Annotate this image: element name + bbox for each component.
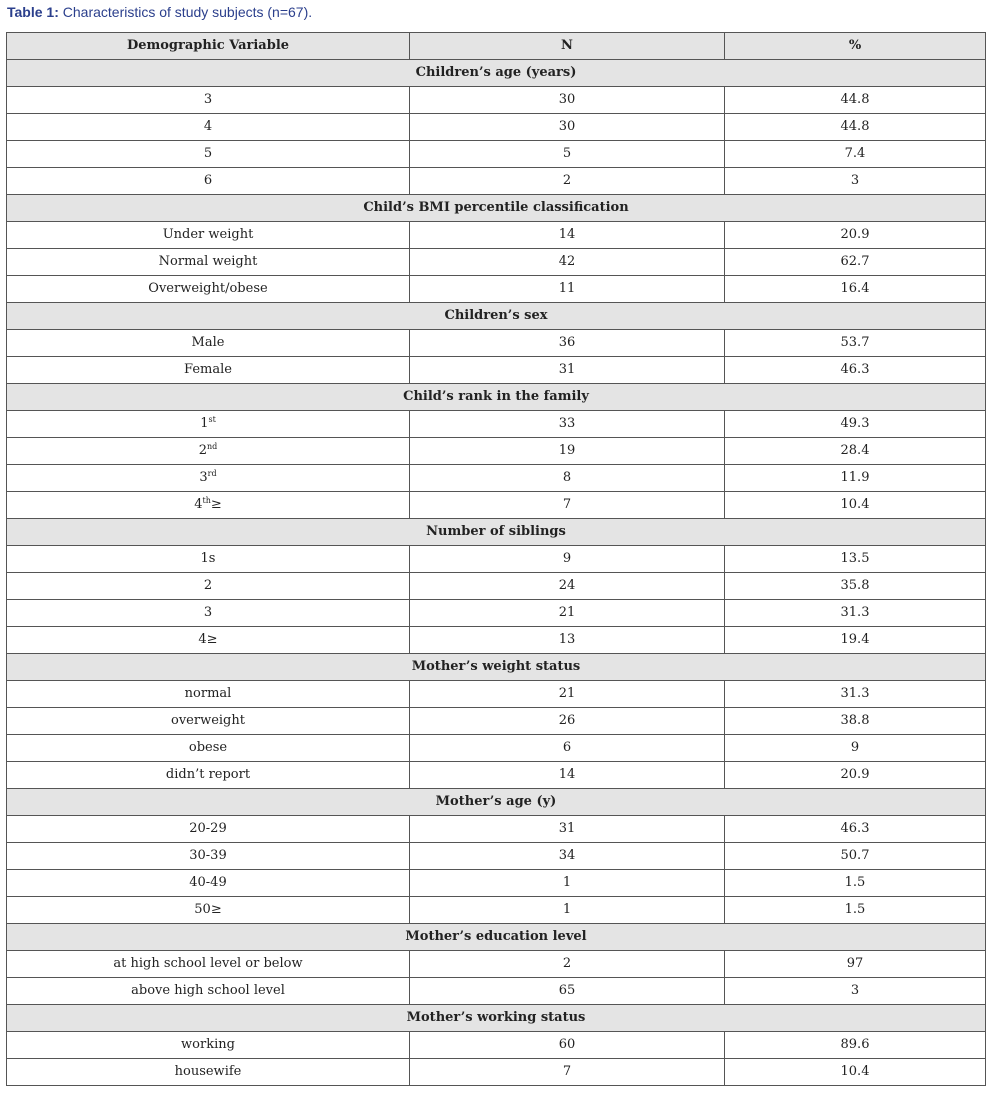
variable-label: working xyxy=(181,1037,235,1052)
variable-cell xyxy=(7,411,410,438)
variable-cell xyxy=(7,1032,410,1059)
n-cell: 30 xyxy=(410,87,725,114)
n-cell: 21 xyxy=(410,681,725,708)
section-title: Mother’s working status xyxy=(7,1005,986,1032)
n-cell: 1 xyxy=(410,897,725,924)
table-row xyxy=(7,546,986,573)
n-cell: 42 xyxy=(410,249,725,276)
variable-cell xyxy=(7,735,410,762)
section-row xyxy=(7,384,986,411)
n-cell: 65 xyxy=(410,978,725,1005)
percent-cell: 16.4 xyxy=(725,276,986,303)
variable-label: housewife xyxy=(174,1064,242,1079)
variable-cell xyxy=(7,627,410,654)
header-n: N xyxy=(410,33,725,60)
variable-label: 2 xyxy=(198,443,207,458)
variable-cell xyxy=(7,600,410,627)
section-title: Mother’s weight status xyxy=(7,654,986,681)
table-row xyxy=(7,843,986,870)
variable-label: 4≥ xyxy=(198,632,218,647)
n-cell: 26 xyxy=(410,708,725,735)
n-cell: 5 xyxy=(410,141,725,168)
percent-cell: 49.3 xyxy=(725,411,986,438)
n-cell: 13 xyxy=(410,627,725,654)
variable-label: 1 xyxy=(200,416,209,431)
n-cell: 34 xyxy=(410,843,725,870)
table-header xyxy=(7,33,986,60)
variable-label: overweight xyxy=(171,713,245,728)
variable-cell xyxy=(7,357,410,384)
variable-cell xyxy=(7,681,410,708)
variable-label: Female xyxy=(184,362,232,377)
table-row xyxy=(7,438,986,465)
variable-label: 6 xyxy=(203,173,213,188)
section-row xyxy=(7,60,986,87)
percent-cell: 9 xyxy=(725,735,986,762)
variable-label: 4 xyxy=(203,119,213,134)
n-cell: 2 xyxy=(410,951,725,978)
table-row xyxy=(7,249,986,276)
percent-cell: 7.4 xyxy=(725,141,986,168)
variable-cell xyxy=(7,168,410,195)
n-cell: 33 xyxy=(410,411,725,438)
variable-cell xyxy=(7,249,410,276)
percent-cell: 35.8 xyxy=(725,573,986,600)
variable-label: normal xyxy=(184,686,232,701)
section-row xyxy=(7,519,986,546)
table-row xyxy=(7,978,986,1005)
percent-cell: 89.6 xyxy=(725,1032,986,1059)
variable-label: didn’t report xyxy=(165,767,251,782)
variable-cell xyxy=(7,276,410,303)
variable-cell xyxy=(7,870,410,897)
n-cell: 21 xyxy=(410,600,725,627)
variable-label: Normal weight xyxy=(158,254,258,269)
percent-cell: 10.4 xyxy=(725,1059,986,1086)
header-percent: % xyxy=(725,33,986,60)
percent-cell: 53.7 xyxy=(725,330,986,357)
percent-cell: 1.5 xyxy=(725,897,986,924)
variable-cell xyxy=(7,114,410,141)
section-row xyxy=(7,195,986,222)
table-row xyxy=(7,357,986,384)
percent-cell: 50.7 xyxy=(725,843,986,870)
table-row xyxy=(7,114,986,141)
percent-cell: 97 xyxy=(725,951,986,978)
variable-cell xyxy=(7,816,410,843)
n-cell: 8 xyxy=(410,465,725,492)
ordinal-suffix: nd xyxy=(207,442,218,451)
table-row xyxy=(7,465,986,492)
variable-cell xyxy=(7,978,410,1005)
section-row xyxy=(7,1005,986,1032)
table-row xyxy=(7,897,986,924)
n-cell: 1 xyxy=(410,870,725,897)
variable-cell xyxy=(7,1059,410,1086)
variable-label: obese xyxy=(188,740,228,755)
variable-cell xyxy=(7,546,410,573)
ordinal-suffix: rd xyxy=(207,469,217,478)
variable-cell xyxy=(7,708,410,735)
percent-cell: 19.4 xyxy=(725,627,986,654)
variable-cell xyxy=(7,222,410,249)
variable-label: 3 xyxy=(203,92,213,107)
table-row xyxy=(7,276,986,303)
percent-cell: 44.8 xyxy=(725,114,986,141)
section-title: Children’s sex xyxy=(7,303,986,330)
variable-label: Under weight xyxy=(162,227,254,242)
percent-cell: 31.3 xyxy=(725,600,986,627)
variable-cell xyxy=(7,762,410,789)
section-title: Children’s age (years) xyxy=(7,60,986,87)
header-demographic-variable: Demographic Variable xyxy=(7,33,410,60)
variable-cell xyxy=(7,492,410,519)
variable-label: 2 xyxy=(203,578,213,593)
header-row xyxy=(7,33,986,60)
table-row xyxy=(7,762,986,789)
table-row xyxy=(7,816,986,843)
variable-label: 1s xyxy=(200,551,216,566)
percent-cell: 3 xyxy=(725,978,986,1005)
n-cell: 30 xyxy=(410,114,725,141)
n-cell: 19 xyxy=(410,438,725,465)
table-row xyxy=(7,168,986,195)
variable-cell xyxy=(7,573,410,600)
table-row xyxy=(7,951,986,978)
table-row xyxy=(7,330,986,357)
n-cell: 24 xyxy=(410,573,725,600)
n-cell: 9 xyxy=(410,546,725,573)
n-cell: 31 xyxy=(410,816,725,843)
table-body xyxy=(7,60,986,1086)
n-cell: 7 xyxy=(410,1059,725,1086)
percent-cell: 10.4 xyxy=(725,492,986,519)
variable-label: above high school level xyxy=(131,983,285,998)
table-row xyxy=(7,1059,986,1086)
n-cell: 11 xyxy=(410,276,725,303)
variable-label: 3 xyxy=(199,470,208,485)
section-title: Number of siblings xyxy=(7,519,986,546)
n-cell: 60 xyxy=(410,1032,725,1059)
variable-cell xyxy=(7,843,410,870)
variable-label: 4 xyxy=(194,497,203,512)
section-title: Mother’s age (y) xyxy=(7,789,986,816)
variable-label: Male xyxy=(191,335,225,350)
table-caption xyxy=(7,4,312,20)
comparison-suffix: ≥ xyxy=(210,497,222,512)
variable-cell xyxy=(7,951,410,978)
n-cell: 2 xyxy=(410,168,725,195)
n-cell: 14 xyxy=(410,222,725,249)
variable-cell xyxy=(7,465,410,492)
section-row xyxy=(7,924,986,951)
section-title: Child’s BMI percentile classification xyxy=(7,195,986,222)
percent-cell: 20.9 xyxy=(725,762,986,789)
variable-label: 3 xyxy=(203,605,213,620)
n-cell: 36 xyxy=(410,330,725,357)
variable-cell xyxy=(7,330,410,357)
percent-cell: 20.9 xyxy=(725,222,986,249)
ordinal-suffix: th xyxy=(202,496,211,505)
section-title: Mother’s education level xyxy=(7,924,986,951)
variable-cell xyxy=(7,141,410,168)
variable-label: 5 xyxy=(203,146,213,161)
table-row xyxy=(7,735,986,762)
table-row xyxy=(7,708,986,735)
percent-cell: 62.7 xyxy=(725,249,986,276)
section-row xyxy=(7,654,986,681)
table-row xyxy=(7,627,986,654)
percent-cell: 1.5 xyxy=(725,870,986,897)
table-row xyxy=(7,600,986,627)
table-row xyxy=(7,141,986,168)
table-row xyxy=(7,411,986,438)
table-row xyxy=(7,1032,986,1059)
n-cell: 6 xyxy=(410,735,725,762)
percent-cell: 44.8 xyxy=(725,87,986,114)
section-row xyxy=(7,303,986,330)
table-row xyxy=(7,87,986,114)
variable-label: 50≥ xyxy=(194,902,222,917)
variable-cell xyxy=(7,897,410,924)
table-row xyxy=(7,222,986,249)
table-row xyxy=(7,573,986,600)
variable-label: 40-49 xyxy=(189,875,227,890)
n-cell: 14 xyxy=(410,762,725,789)
percent-cell: 31.3 xyxy=(725,681,986,708)
variable-cell xyxy=(7,87,410,114)
variable-label: 20-29 xyxy=(189,821,227,836)
percent-cell: 46.3 xyxy=(725,816,986,843)
percent-cell: 28.4 xyxy=(725,438,986,465)
caption-text: Characteristics of study subjects (n=67). xyxy=(58,4,313,20)
variable-label: Overweight/obese xyxy=(148,281,268,296)
table-row xyxy=(7,492,986,519)
section-row xyxy=(7,789,986,816)
percent-cell: 11.9 xyxy=(725,465,986,492)
characteristics-table xyxy=(6,32,986,1086)
n-cell: 7 xyxy=(410,492,725,519)
variable-label: at high school level or below xyxy=(113,956,303,971)
percent-cell: 13.5 xyxy=(725,546,986,573)
section-title: Child’s rank in the family xyxy=(7,384,986,411)
percent-cell: 38.8 xyxy=(725,708,986,735)
variable-cell xyxy=(7,438,410,465)
percent-cell: 3 xyxy=(725,168,986,195)
percent-cell: 46.3 xyxy=(725,357,986,384)
n-cell: 31 xyxy=(410,357,725,384)
variable-label: 30-39 xyxy=(189,848,227,863)
table-row xyxy=(7,681,986,708)
ordinal-suffix: st xyxy=(208,415,216,424)
caption-label: Table 1: xyxy=(7,4,59,20)
table-row xyxy=(7,870,986,897)
